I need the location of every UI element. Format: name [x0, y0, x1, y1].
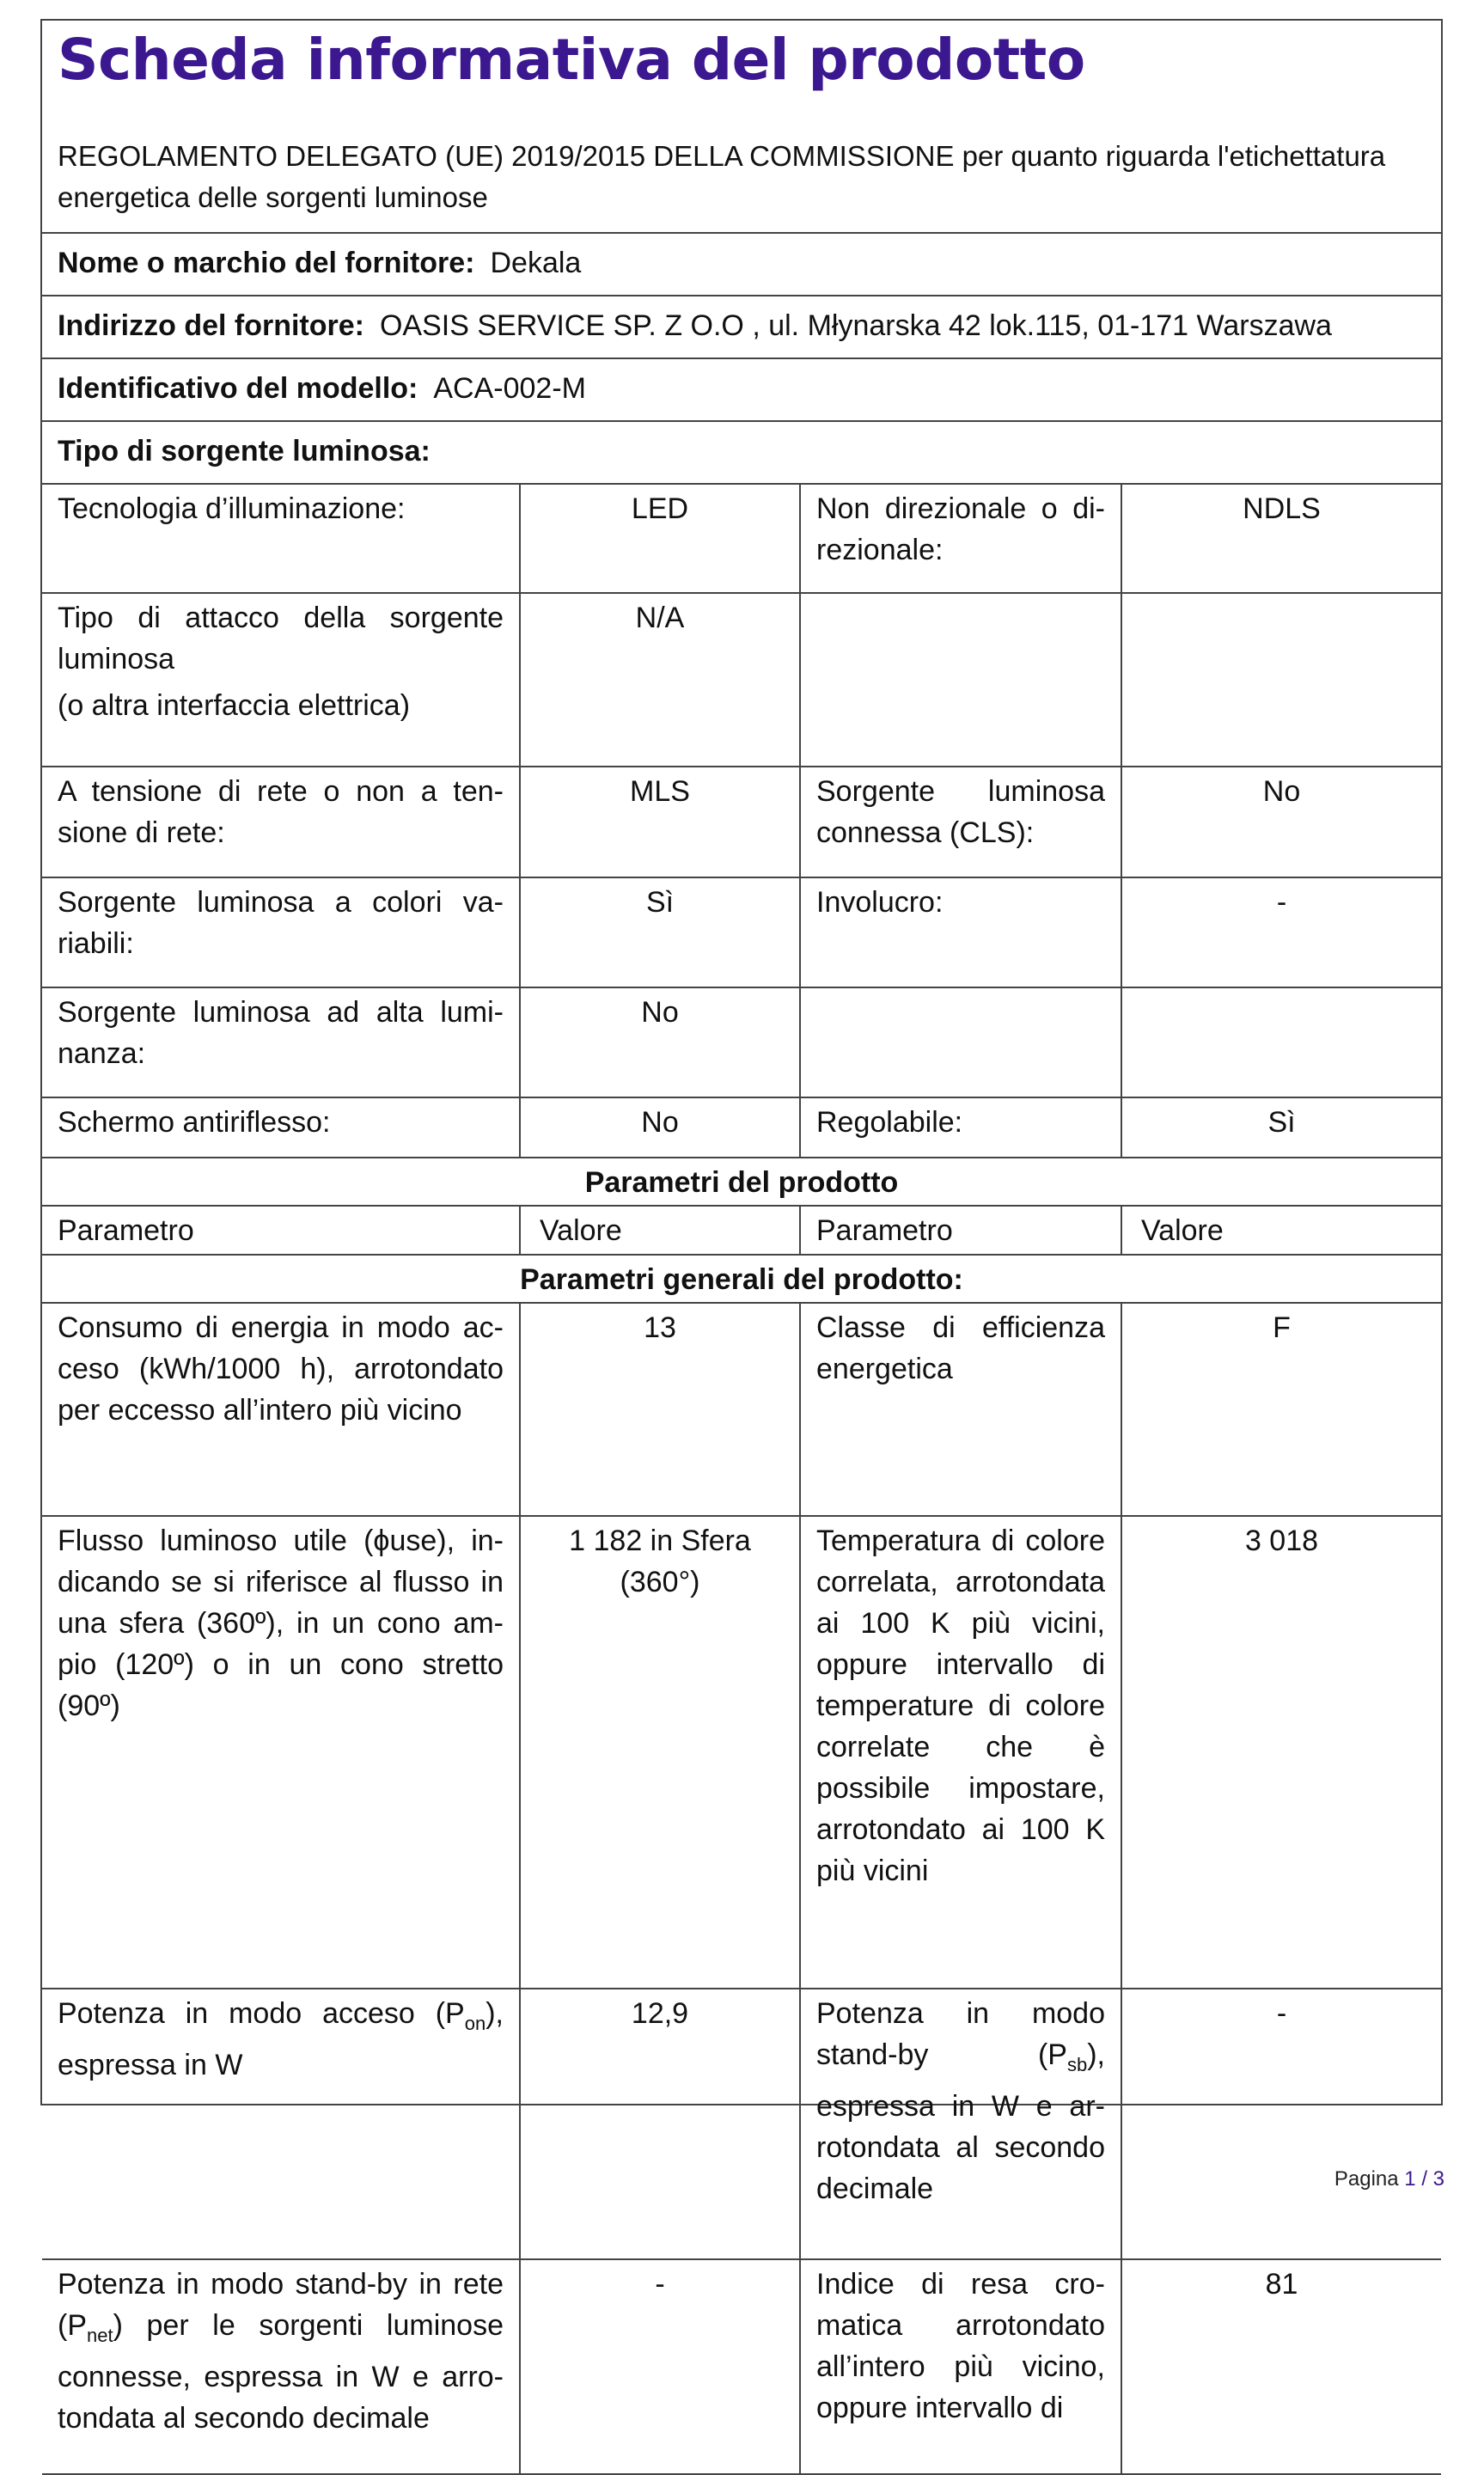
column-header-value-2: Valore: [1141, 1214, 1224, 1247]
supplier-address-row: [42, 296, 1441, 359]
general-parameters-heading-row: [42, 1256, 1441, 1304]
parameter-cell: Temperatura di colore correlata, arrotondata ai 100 K più vicini, oppure intervallo di temperature di colore correlate che è possibile impostare, arrotondato ai 100 K più vicini: [801, 1517, 1122, 1988]
model-identifier-row: [42, 359, 1441, 422]
light-source-type-row: [42, 988, 1441, 1098]
parameter-cell: Involucro:: [801, 878, 1122, 987]
parameter-cell: A tensione di rete o non a tensione di rete:: [42, 767, 521, 877]
column-header-parameter: Parametro: [42, 1207, 521, 1254]
model-identifier-value: ACA-002-M: [433, 372, 586, 405]
supplier-name-label: Nome o marchio del fornitore:: [58, 247, 475, 279]
value-cell: -: [521, 2260, 801, 2473]
regulation-text: REGOLAMENTO DELEGATO (UE) 2019/2015 DELLA COMMISSIONE per quanto riguarda l'etichettatura energetica delle sorgenti luminose: [42, 100, 1441, 234]
parameter-cell: Non direzionale o direzionale:: [801, 485, 1122, 592]
product-parameters-heading: Parametri del prodotto: [584, 1166, 899, 1199]
supplier-name-row: [42, 234, 1441, 296]
value-cell: No: [521, 1098, 801, 1157]
light-source-type-row: [42, 767, 1441, 878]
value-cell: No: [521, 988, 801, 1097]
value-cell: [1122, 594, 1441, 766]
parameter-cell: Flusso luminoso utile (ϕuse), indicando se si riferisce al flusso in una sfera (360º), in un cono ampio (120º) o in un cono stretto (90º): [42, 1517, 521, 1988]
parameter-cell: Potenza in modo acceso $(P_{on})$, espressa in W: [42, 1989, 521, 2258]
parameter-cell-note: (o altra interfaccia elettrica): [58, 689, 411, 722]
page-number: 1 / 3: [1404, 2167, 1444, 2191]
general-parameters-heading: Parametri generali del prodotto:: [520, 1263, 963, 1296]
value-cell: [1122, 988, 1441, 1097]
value-cell: 1 182 in Sfera (360°): [521, 1517, 801, 1988]
parameter-cell: Sorgente luminosa connessa (CLS):: [801, 767, 1122, 877]
general-parameter-row: [42, 2260, 1441, 2475]
parameter-cell: Classe di efficienza energetica: [801, 1304, 1122, 1515]
value-cell: -: [1276, 1997, 1287, 2030]
value-cell: F: [1273, 1311, 1291, 1344]
value-cell: 81: [1265, 2268, 1298, 2301]
value-cell: Sì: [1267, 1106, 1296, 1139]
value-cell: NDLS: [1243, 492, 1321, 525]
parameter-cell: Regolabile:: [801, 1098, 1122, 1157]
value-cell: 3 018: [1244, 1525, 1319, 1557]
parameter-cell: Sorgente luminosa ad alta luminanza:: [42, 988, 521, 1097]
general-parameter-row: [42, 1304, 1441, 1517]
value-cell: No: [1262, 775, 1301, 808]
supplier-name-value: Dekala: [490, 247, 582, 279]
product-parameters-heading-row: [42, 1158, 1441, 1207]
light-source-type-label: Tipo di sorgente luminosa:: [58, 435, 431, 468]
parameter-cell: Schermo antiriflesso:: [42, 1098, 521, 1157]
column-header-parameter-2: Parametro: [801, 1207, 1122, 1254]
page-title: Scheda informativa del prodotto: [58, 27, 1085, 93]
value-cell: LED: [521, 485, 801, 592]
general-parameter-row: [42, 1517, 1441, 1989]
parameter-cell: Potenza in modo stand-by $(P_{sb})$, espressa in W e arrotondata al secondo decimale: [801, 1989, 1122, 2258]
column-header-value: Valore: [521, 1207, 801, 1254]
light-source-type-row: [42, 1098, 1441, 1158]
parameter-cell: [801, 988, 1122, 1097]
general-parameter-row: [42, 1989, 1441, 2260]
parameter-cell: Indice di resa cromatica arrotondato all’intero più vicino, oppure intervallo di: [801, 2260, 1122, 2473]
model-identifier-label: Identificativo del modello:: [58, 372, 418, 405]
parameter-cell: Consumo di energia in modo acceso (kWh/1000 h), arrotondato per eccesso all’intero più vicino: [42, 1304, 521, 1515]
value-cell: N/A: [521, 594, 801, 766]
light-source-type-row: [42, 422, 1441, 485]
parameter-cell: Tipo di attacco della sorgente luminosa (o altra interfaccia elettrica): [42, 594, 521, 766]
column-header-row: [42, 1207, 1441, 1256]
light-source-type-row: [42, 485, 1441, 594]
supplier-address-value: OASIS SERVICE SP. Z O.O , ul. Młynarska 42 lok.115, 01-171 Warszawa: [379, 309, 1332, 342]
parameter-cell: Sorgente luminosa a colori variabili:: [42, 878, 521, 987]
light-source-type-row: [42, 878, 1441, 988]
parameter-cell: [801, 594, 1122, 766]
general-parameters-table: [42, 1304, 1441, 2475]
parameter-cell: Potenza in modo stand-by in rete $(P_{net})$ per le sorgenti luminose connesse, espressa in W e arrotondata al secondo decimale: [42, 2260, 521, 2473]
value-cell: Sì: [521, 878, 801, 987]
supplier-address-label: Indirizzo del fornitore:: [58, 309, 364, 342]
page-label: Pagina: [1334, 2167, 1399, 2191]
page-footer: [1334, 2167, 1444, 2191]
light-source-type-row: [42, 594, 1441, 767]
parameter-cell: Tecnologia d’illuminazione:: [42, 485, 521, 592]
light-source-type-table: [42, 485, 1441, 1158]
value-cell: 13: [521, 1304, 801, 1515]
value-cell: 12,9: [521, 1989, 801, 2258]
value-cell: -: [1276, 886, 1287, 919]
value-cell: MLS: [521, 767, 801, 877]
